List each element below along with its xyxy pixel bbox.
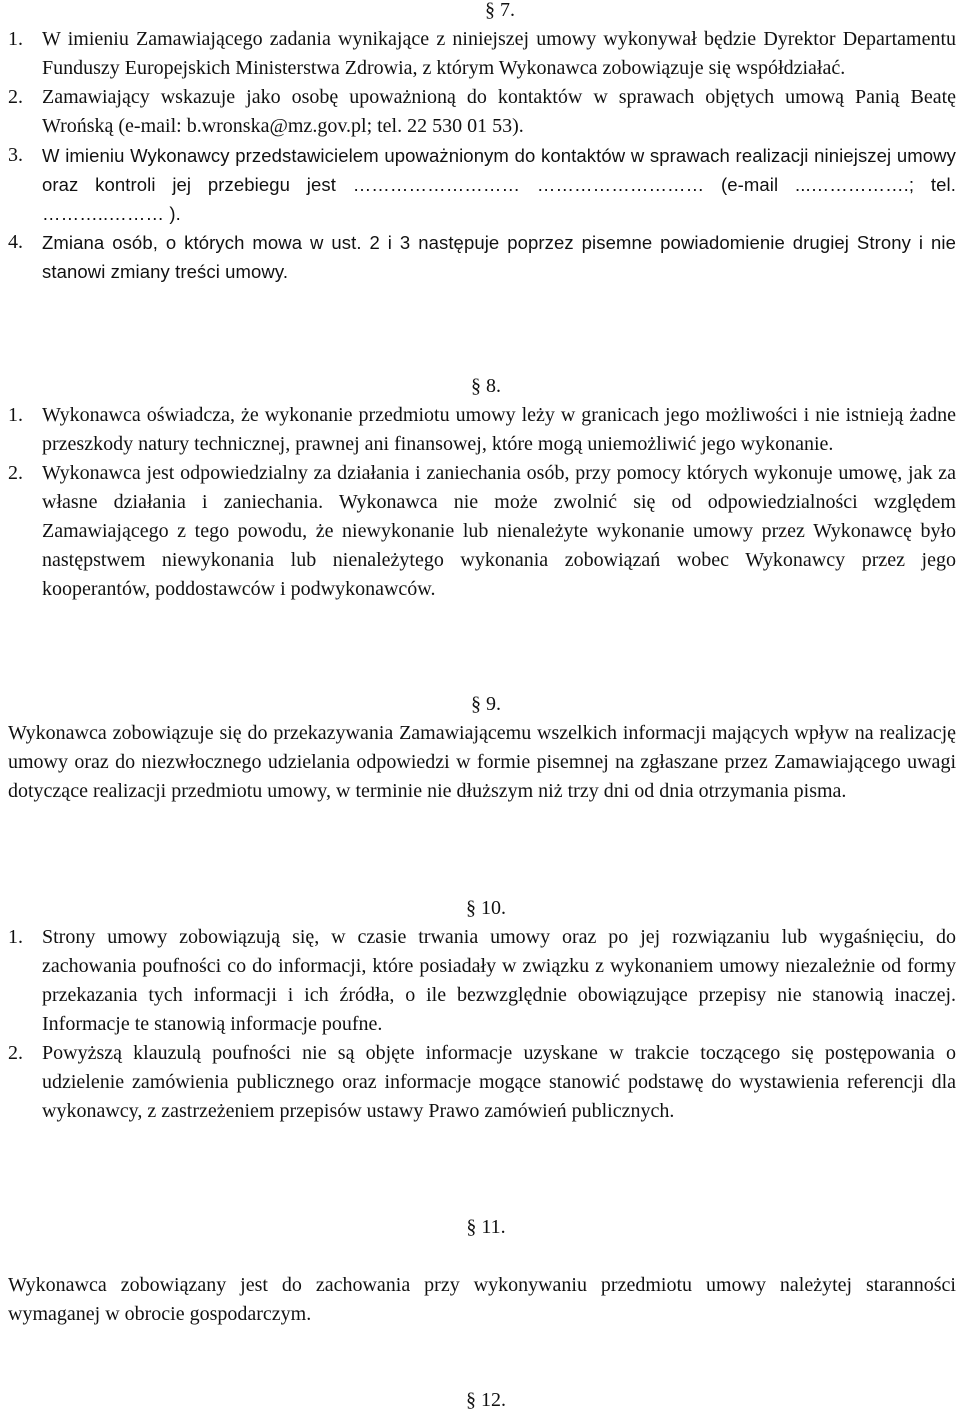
list-item xyxy=(8,228,956,286)
section-7-list xyxy=(8,25,956,286)
section-8-heading: § 8. xyxy=(471,375,501,397)
section-8-list xyxy=(8,401,956,604)
list-item xyxy=(8,141,956,228)
section-10-list xyxy=(8,923,956,1126)
item-number: 2. xyxy=(8,1042,23,1064)
item-number: 1. xyxy=(8,926,23,948)
item-number: 1. xyxy=(8,28,23,50)
list-item xyxy=(8,83,956,141)
section-10-heading: § 10. xyxy=(466,897,506,919)
section-11-paragraph: Wykonawca zobowiązany jest do zachowania przy wykonywaniu przedmiotu umowy należytej staranności wymaganej w obrocie gospodarczym. xyxy=(8,1274,956,1325)
list-item xyxy=(8,1039,956,1126)
item-text: Strony umowy zobowiązują się, w czasie trwania umowy oraz po jej rozwiązaniu lub wygaśnięciu, do zachowania poufności co do informacji, które posiadały w związku z wykonaniem umowy niezależnie od formy przekazania tych informacji i ich źródła, o ile bezwzględnie obowiązujące przepisy nie stanowią inaczej. Informacje te stanowią informacje poufne. xyxy=(42,926,956,1035)
item-number: 4. xyxy=(8,231,23,253)
item-number: 3. xyxy=(8,144,23,166)
item-text: Zamawiający wskazuje jako osobę upoważnioną do kontaktów w sprawach objętych umową Panią Beatę Wrońską (e-mail: b.wronska@mz.gov.pl; tel. 22 530 01 53). xyxy=(42,86,956,137)
list-item xyxy=(8,401,956,459)
item-number: 2. xyxy=(8,462,23,484)
item-text: Powyższą klauzulą poufności nie są objęte informacje uzyskane w trakcie toczącego się postępowania o udzielenie zamówienia publicznego oraz informacje mogące stanowić podstawę do wystawienia referencji dla wykonawcy, z zastrzeżeniem przepisów ustawy Prawo zamówień publicznych. xyxy=(42,1042,956,1122)
item-text: W imieniu Wykonawcy przedstawicielem upoważnionym do kontaktów w sprawach realizacji niniejszej umowy oraz kontroli jej przebiegu jest ……………………… ……………………… (e-mail ...…………….; tel. ………..……… ). xyxy=(42,145,956,224)
item-text: Wykonawca jest odpowiedzialny za działania i zaniechania osób, przy pomocy których wykonuje umowę, jak za własne działania i zaniechania. Wykonawca nie może zwolnić się od odpowiedzialności względem Zamawiającego z tego powodu, że niewykonanie lub nienależyte wykonanie umowy przez Wykonawcę było następstwem niewykonania lub nienależytego wykonania zobowiązań wobec Wykonawcy przez jego kooperantów, poddostawców i podwykonawców. xyxy=(42,462,956,600)
item-text: Wykonawca oświadcza, że wykonanie przedmiotu umowy leży w granicach jego możliwości i nie istnieją żadne przeszkody natury technicznej, prawnej ani finansowej, które mogą uniemożliwić jego wykonanie. xyxy=(42,404,956,455)
section-12-heading: § 12. xyxy=(466,1389,506,1411)
section-7-heading: § 7. xyxy=(485,0,515,21)
section-9-heading: § 9. xyxy=(471,693,501,715)
list-item xyxy=(8,459,956,604)
item-number: 2. xyxy=(8,86,23,108)
section-11-heading: § 11. xyxy=(466,1216,506,1238)
item-number: 1. xyxy=(8,404,23,426)
section-9-paragraph: Wykonawca zobowiązuje się do przekazywania Zamawiającemu wszelkich informacji mających wpływ na realizację umowy oraz do niezwłocznego udzielania odpowiedzi w formie pisemnej na zgłaszane przez Zamawiającego uwagi dotyczące realizacji przedmiotu umowy, w terminie nie dłuższym niż trzy dni od dnia otrzymania pisma. xyxy=(8,722,956,802)
item-text: Zmiana osób, o których mowa w ust. 2 i 3 następuje poprzez pisemne powiadomienie drugiej Strony i nie stanowi zmiany treści umowy. xyxy=(42,232,956,282)
list-item xyxy=(8,923,956,1039)
list-item xyxy=(8,25,956,83)
item-text: W imieniu Zamawiającego zadania wynikające z niniejszej umowy wykonywał będzie Dyrektor Departamentu Funduszy Europejskich Ministerstwa Zdrowia, z którym Wykonawca zobowiązuje się współdziałać. xyxy=(42,28,956,79)
